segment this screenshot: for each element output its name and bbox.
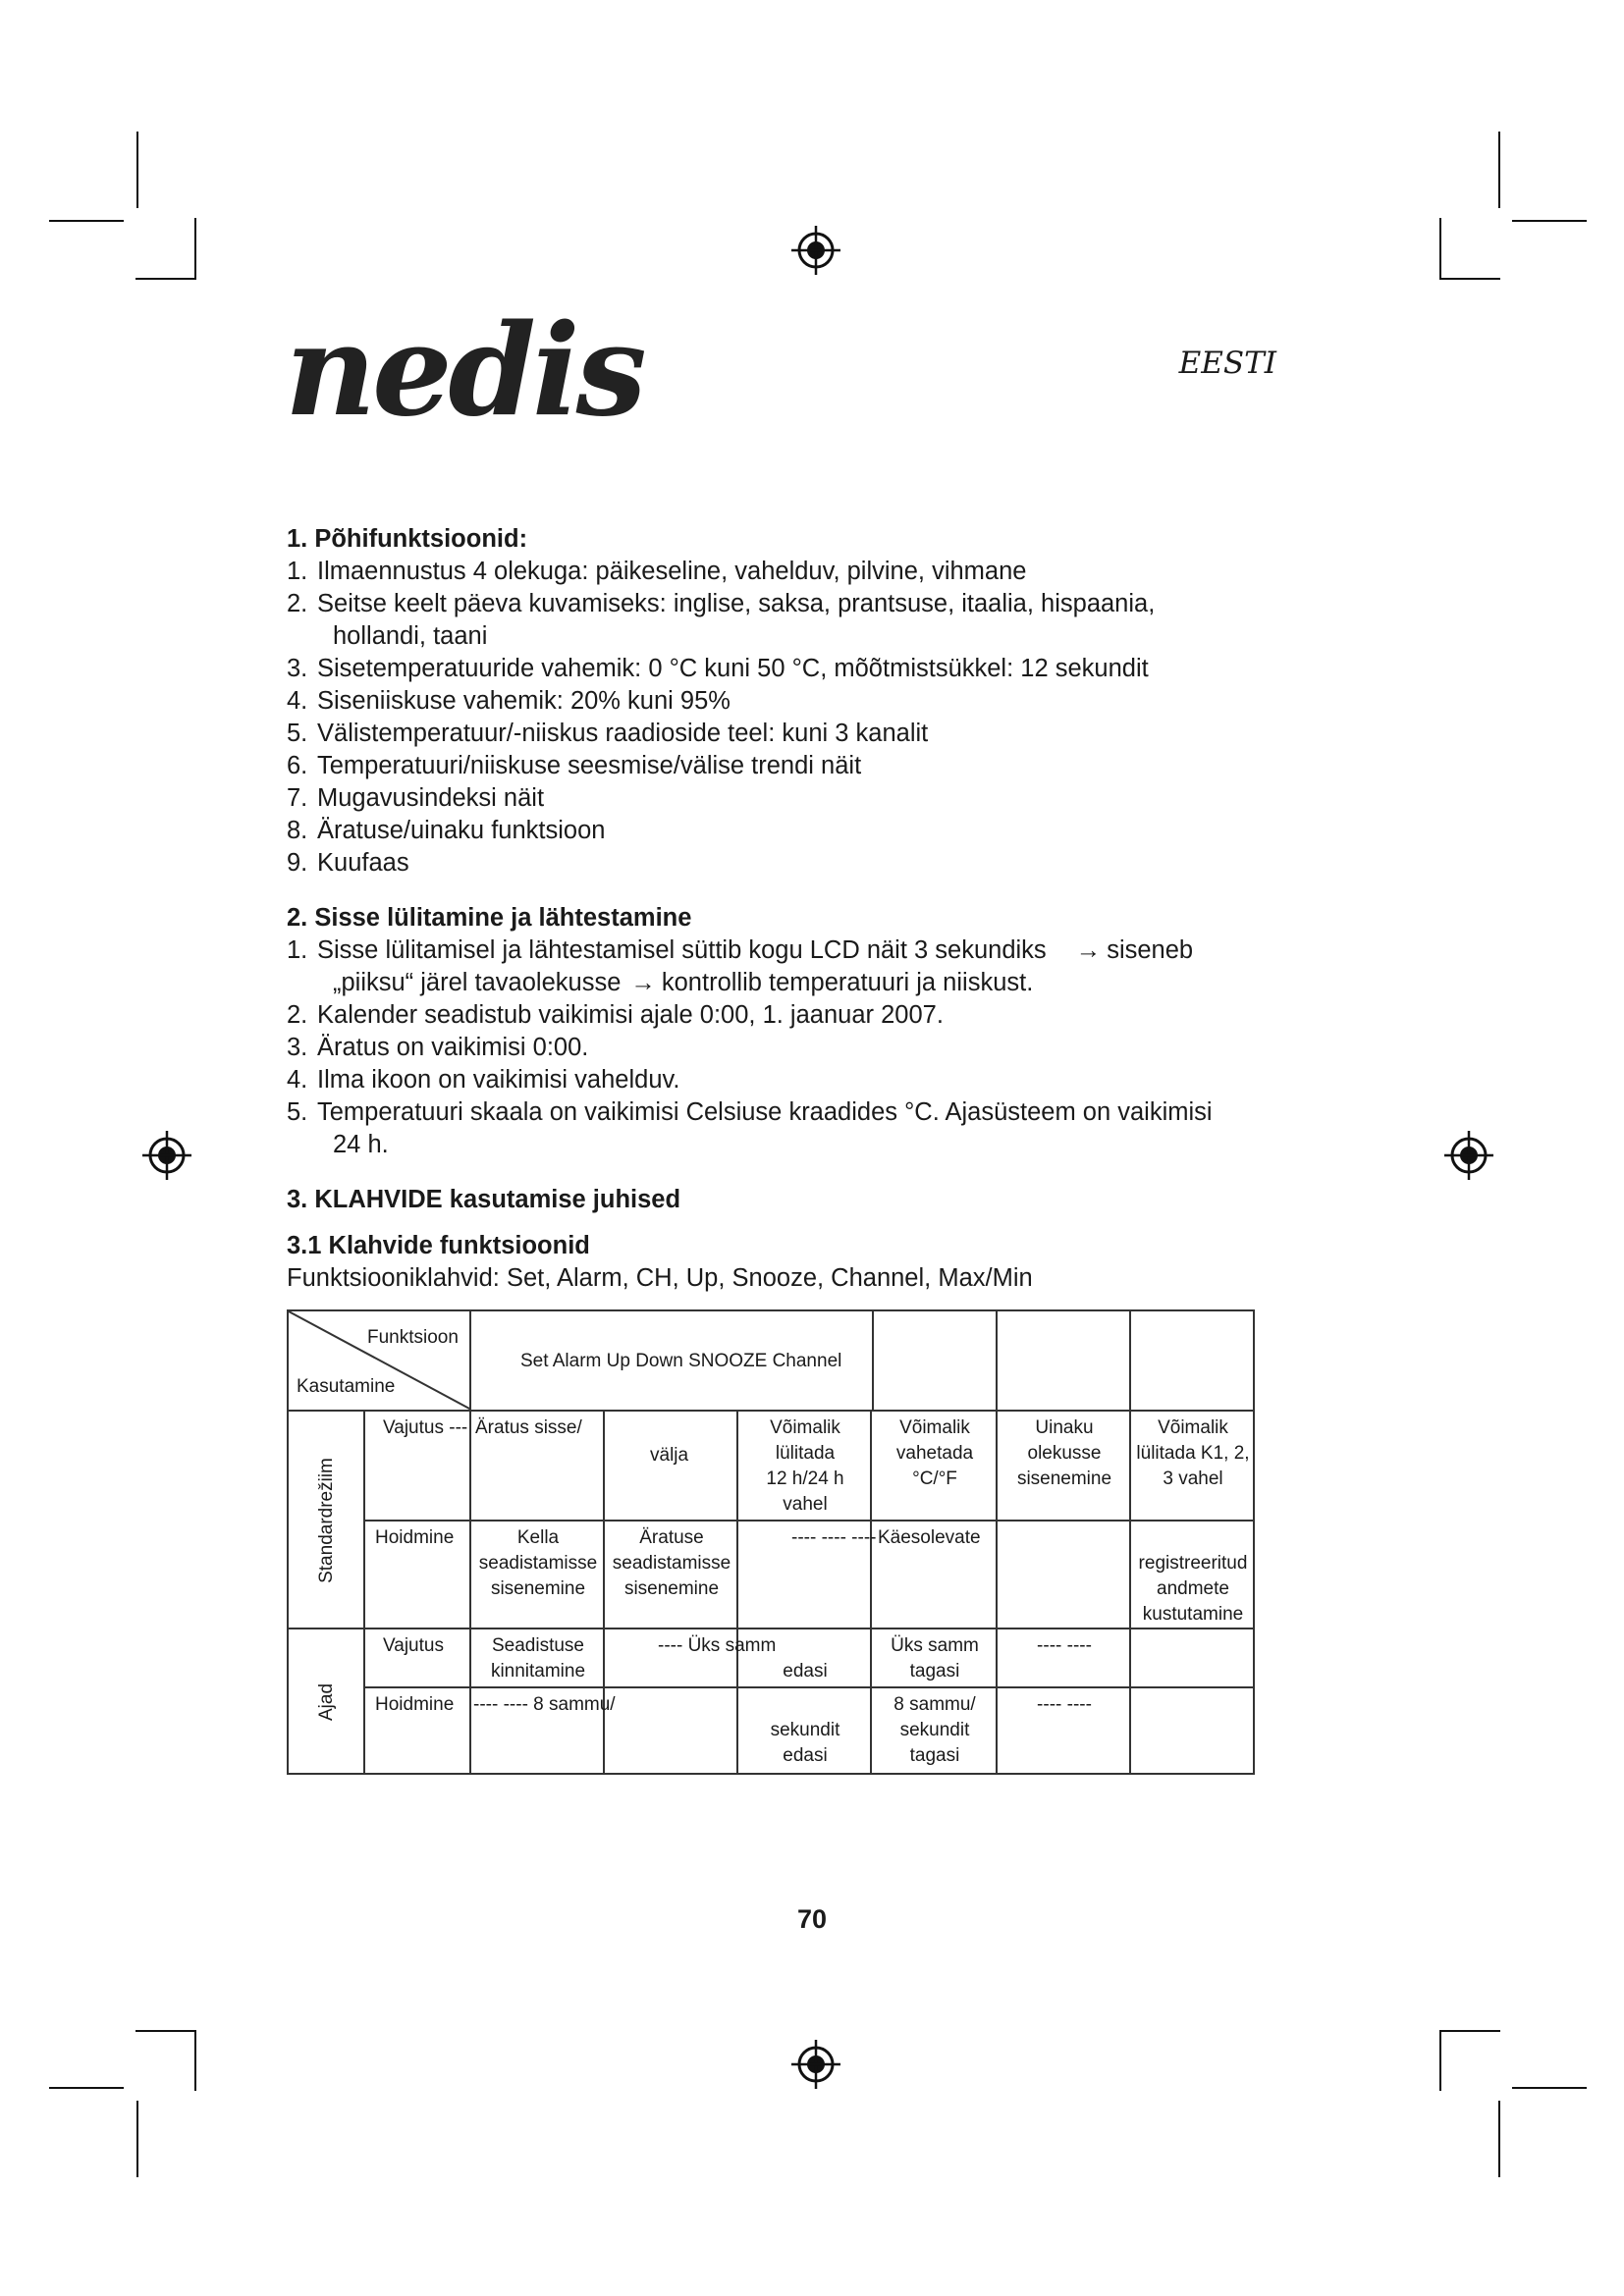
table-cell-text: Uinaku olekusse sisenemine [1016, 1417, 1112, 1489]
table-cell [1131, 1688, 1255, 1773]
table-cell-text: ---- ---- ---- [791, 1527, 877, 1548]
registration-mark-icon [140, 1129, 193, 1182]
list-item: 3. Äratus on vaikimisi 0:00. [287, 1034, 589, 1061]
arrow-icon: → [1075, 936, 1102, 964]
logo-text: nedis [285, 312, 643, 430]
section-1-title: 1. Põhifunktsioonid: [287, 525, 528, 553]
crop-mark [136, 2101, 138, 2177]
table-cell-text: sekundit edasi [770, 1720, 840, 1766]
list-item: 6. Temperatuuri/niiskuse seesmise/välise trendi näit [287, 752, 862, 779]
arrow-icon: → [630, 969, 656, 996]
list-item: 4. Siseniiskuse vahemik: 20% kuni 95% [287, 687, 731, 715]
table-cell [605, 1688, 738, 1773]
crop-mark [1512, 220, 1587, 222]
table-cell [1131, 1629, 1255, 1688]
crop-mark [49, 220, 124, 222]
main-content [287, 522, 1259, 1294]
crop-mark [1498, 132, 1500, 208]
table-cell-text: Äratuse seadistamisse sisenemine [612, 1527, 731, 1599]
key-functions-table [287, 1309, 1255, 1775]
registration-mark-icon [789, 224, 842, 277]
section-3-title: 3. KLAHVIDE kasutamise juhised [287, 1186, 681, 1213]
registration-mark-icon [789, 2038, 842, 2091]
corner-top-label: Funktsioon [367, 1327, 459, 1348]
table-cell-text: Seadistuse kinnitamine [490, 1635, 586, 1682]
section-2-title: 2. Sisse lülitamine ja lähtestamine [287, 904, 692, 932]
crop-mark [49, 2087, 124, 2089]
table-cell-text: Võimalik lülitada 12 h/24 h vahel [766, 1417, 844, 1515]
table-cell [998, 1522, 1131, 1629]
crop-mark [1439, 278, 1500, 280]
list-item: 9. Kuufaas [287, 849, 409, 877]
crop-mark [135, 278, 196, 280]
list-item: 8. Äratuse/uinaku funktsioon [287, 817, 606, 844]
table-cell-text: välja [650, 1445, 689, 1466]
row-label: Vajutus [383, 1635, 444, 1656]
crop-mark [1512, 2087, 1587, 2089]
header-row-label: Set Alarm Up Down SNOOZE Channel [520, 1351, 842, 1371]
corner-bottom-label: Kasutamine [297, 1376, 396, 1397]
table-cell-text: Üks samm tagasi [891, 1635, 979, 1682]
row-label: Vajutus --- [383, 1417, 468, 1438]
table-header-cell [872, 1311, 998, 1412]
section-3-1-subtitle: 3.1 Klahvide funktsioonid [287, 1232, 590, 1259]
table-cell-text: 8 sammu/ sekundit tagasi [893, 1694, 976, 1766]
list-item: 7. Mugavusindeksi näit [287, 784, 545, 812]
table-cell-text: Kella seadistamisse sisenemine [478, 1527, 598, 1599]
list-item: 1. Sisse lülitamisel ja lähtestamisel süttib kogu LCD näit 3 sekundiks → siseneb „piiksu“ järel tavaolekusse → kontrollib temperatuuri ja niiskust. [287, 934, 1259, 999]
list-item: 2. Kalender seadistub vaikimisi ajale 0:00, 1. jaanuar 2007. [287, 1001, 944, 1029]
crop-mark [1439, 218, 1441, 279]
registration-mark-icon [1442, 1129, 1495, 1182]
crop-mark [1439, 2030, 1500, 2032]
table-header-cell [998, 1311, 1131, 1412]
list-item: 5. Välistemperatuur/-niiskus raadioside teel: kuni 3 kanalit [287, 720, 929, 747]
crop-mark [135, 2030, 196, 2032]
language-label: EESTI [1178, 346, 1276, 381]
list-item: 2. Seitse keelt päeva kuvamiseks: inglise, saksa, prantsuse, itaalia, hispaania, hollandi, taani [287, 590, 1156, 650]
list-item: 1. Ilmaennustus 4 olekuga: päikeseline, vahelduv, pilvine, vihmane [287, 558, 1027, 585]
list-item: 3. Sisetemperatuuride vahemik: 0 °C kuni 50 °C, mõõtmistsükkel: 12 sekundit [287, 655, 1149, 682]
table-cell-text: registreeritud andmete kustutamine [1138, 1553, 1248, 1625]
list-item: 4. Ilma ikoon on vaikimisi vahelduv. [287, 1066, 680, 1094]
table-cell-text: Võimalik lülitada K1, 2, 3 vahel [1136, 1417, 1250, 1489]
section-2-list [287, 934, 1259, 1161]
table-cell-text: ---- ---- [1037, 1694, 1092, 1715]
list-item: 5. Temperatuuri skaala on vaikimisi Celsiuse kraadides °C. Ajasüsteem on vaikimisi 24 h. [287, 1098, 1213, 1158]
nedis-logo [285, 312, 717, 430]
table-cell-text: edasi [783, 1661, 828, 1682]
table-cell-text: ---- ---- 8 sammu/ [473, 1694, 616, 1715]
crop-mark [194, 218, 196, 279]
crop-mark [194, 2030, 196, 2091]
table-cell-text: ---- ---- [1037, 1635, 1092, 1656]
table-cell-text: Äratus sisse/ [475, 1417, 582, 1438]
crop-mark [1439, 2030, 1441, 2091]
table-cell-text: ---- Üks samm [658, 1635, 777, 1656]
table-header-cell [1131, 1311, 1255, 1412]
group-label-standard: Standardrežiim [316, 1458, 337, 1583]
row-label: Hoidmine [375, 1527, 455, 1548]
crop-mark [1498, 2101, 1500, 2177]
table-cell-text: Käesolevate [878, 1527, 981, 1548]
table-cell-text: Võimalik vahetada °C/°F [895, 1417, 974, 1489]
page-number: 70 [796, 1904, 828, 1934]
crop-mark [136, 132, 138, 208]
row-label: Hoidmine [375, 1694, 455, 1715]
section-1-list [287, 556, 1259, 880]
function-keys-line: Funktsiooniklahvid: Set, Alarm, CH, Up, Snooze, Channel, Max/Min [287, 1264, 1033, 1292]
group-label-time: Ajad [316, 1682, 337, 1722]
